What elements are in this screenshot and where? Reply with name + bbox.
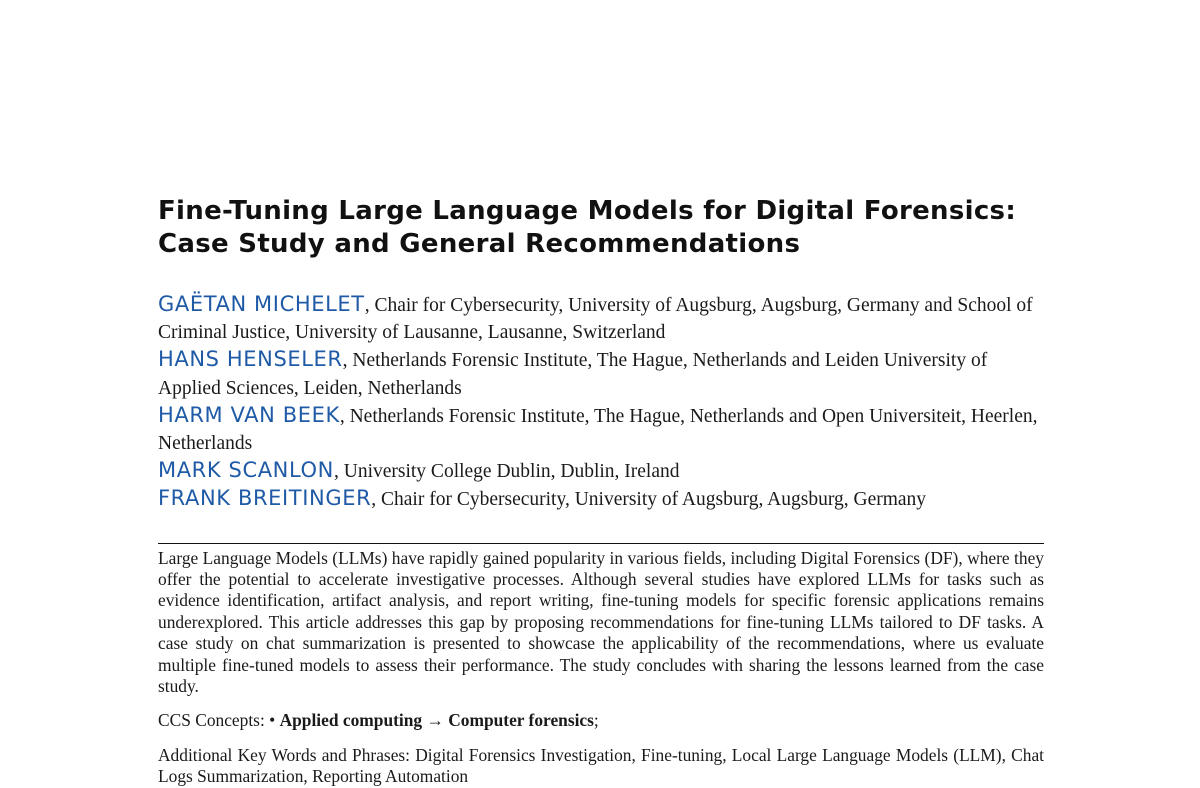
ccs-concepts (158, 710, 1044, 731)
author-entry: HANS HENSELER, Netherlands Forensic Institute, The Hague, Netherlands and Leiden University of Applied Sciences, Leiden, Netherlands (158, 347, 988, 399)
section-divider (158, 543, 1044, 544)
author-name: GAËTAN MICHELET (158, 292, 365, 316)
keywords-text: Additional Key Words and Phrases: Digital Forensics Investigation, Fine-tuning, Local Large Language Models (LLM), Chat Logs Summarization, Reporting Automation (158, 744, 1044, 787)
author-name: FRANK BREITINGER (158, 486, 372, 511)
author-entry: HARM VAN BEEK, Netherlands Forensic Institute, The Hague, Netherlands and Open Universiteit, Heerlen, Netherlands (158, 402, 1038, 455)
paper-first-page (158, 195, 1044, 788)
abstract-text: Large Language Models (LLMs) have rapidly gained popularity in various fields, including Digital Forensics (DF), where they offer the potential to accelerate investigative processes. Although several studies have explored LLMs for tasks such as evidence identification, artifact analysis, and report writing, fine-tuning models for specific forensic applications remains underexplored. This article addresses this gap by proposing recommendations for fine-tuning LLMs tailored to DF tasks. A case study on chat summarization is presented to showcase the applicability of the recommendations, where us evaluate multiple fine-tuned models to assess their performance. The study concludes with sharing the lessons learned from the case study. (158, 547, 1044, 697)
ccs-suffix: ; (593, 710, 599, 731)
author-entry: GAËTAN MICHELET, Chair for Cybersecurity, University of Augsburg, Augsburg, Germany and School of Criminal Justice, University of Lausanne, Lausanne, Switzerland (158, 292, 1033, 344)
author-affiliation: Chair for Cybersecurity, University of Augsburg, Augsburg, Germany (381, 489, 927, 511)
paper-title (158, 195, 1044, 261)
title-line-1: Fine-Tuning Large Language Models for Digital Forensics: (158, 196, 1017, 226)
author-list (158, 291, 1044, 514)
ccs-concept: Applied computing → Computer forensics (279, 710, 594, 731)
author-name: HARM VAN BEEK (158, 402, 340, 427)
title-line-2: Case Study and General Recommendations (158, 229, 801, 259)
author-affiliation: University College Dublin, Dublin, Ireland (343, 461, 680, 483)
author-entry: MARK SCANLON, University College Dublin, Dublin, Ireland (158, 458, 680, 483)
ccs-label: CCS Concepts: • (158, 710, 276, 731)
author-name: MARK SCANLON (158, 458, 334, 483)
author-affiliation: Netherlands Forensic Institute, The Hague, Netherlands and Open Universiteit, Heerlen, Netherlands (158, 405, 1038, 455)
author-affiliation: Chair for Cybersecurity, University of Augsburg, Augsburg, Germany and School of Criminal Justice, University of Lausanne, Lausanne, Switzerland (158, 295, 1033, 344)
author-name: HANS HENSELER (158, 347, 343, 372)
author-entry: FRANK BREITINGER, Chair for Cybersecurity, University of Augsburg, Augsburg, Germany (158, 486, 927, 511)
author-affiliation: Netherlands Forensic Institute, The Hague, Netherlands and Leiden University of Applied Sciences, Leiden, Netherlands (158, 350, 988, 399)
